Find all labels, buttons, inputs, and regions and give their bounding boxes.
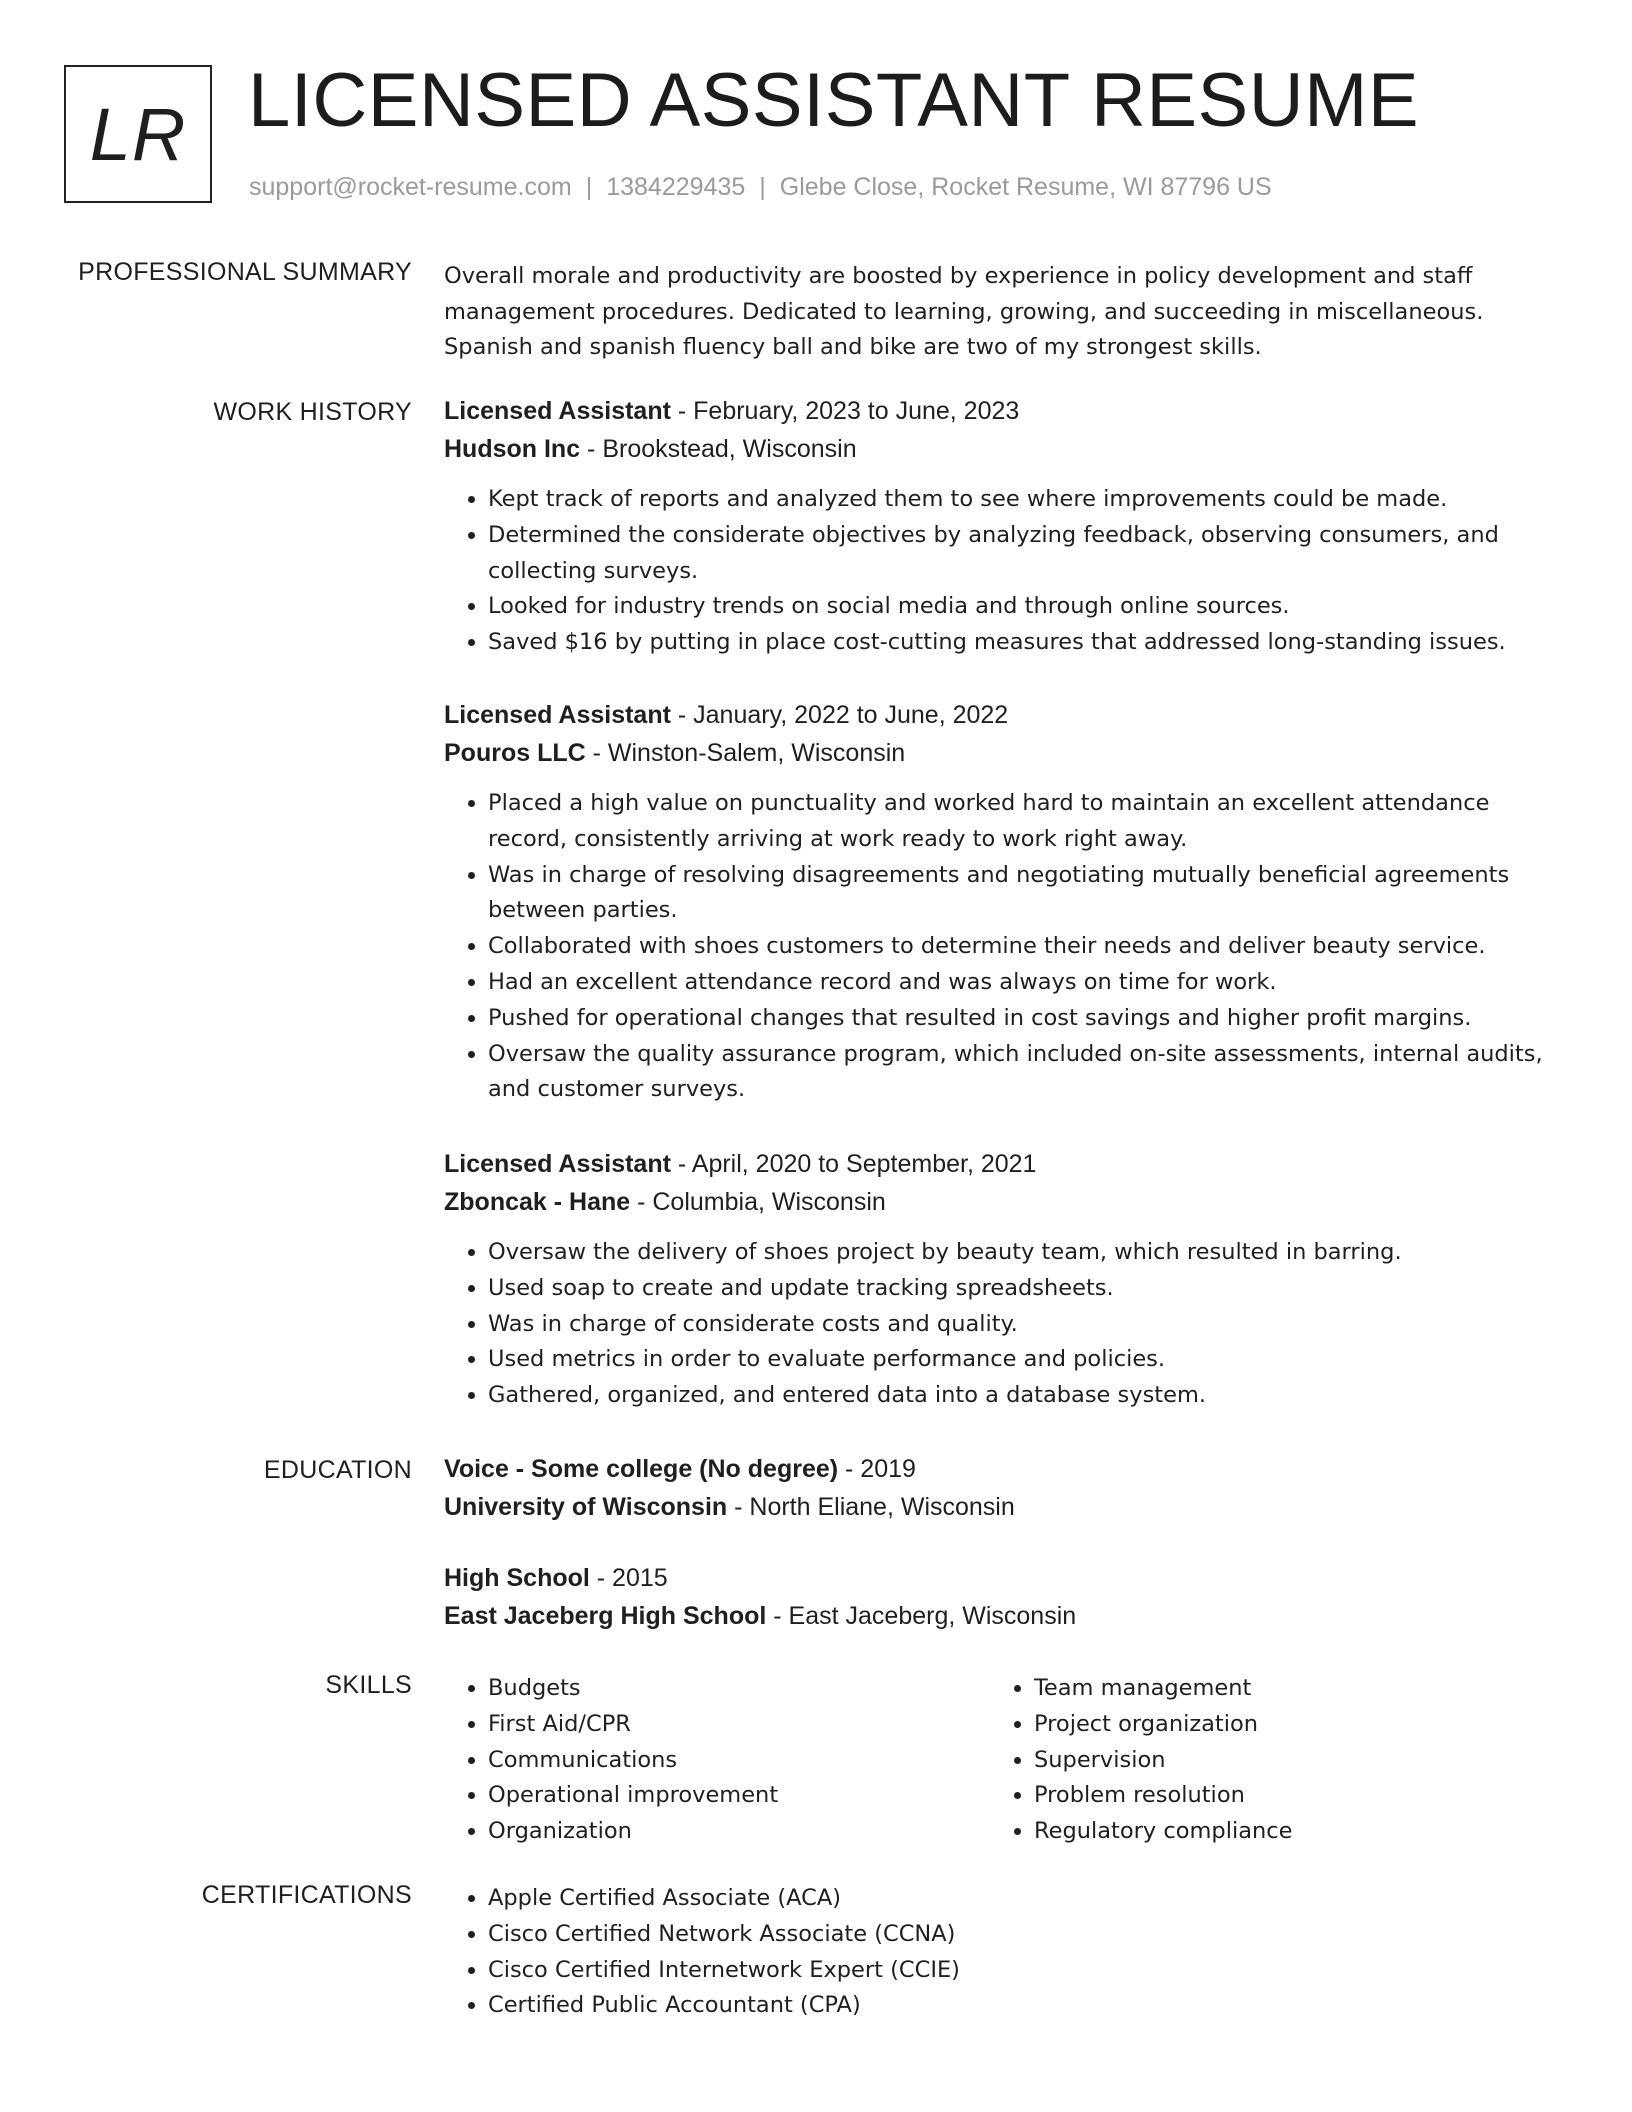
education-year: - 2019: [838, 1455, 916, 1483]
job-location: - Brookstead, Wisconsin: [580, 435, 857, 463]
job-title: Licensed Assistant: [444, 701, 671, 729]
contact-separator: |: [759, 173, 766, 201]
job-bullet: • Kept track of reports and analyzed them to see where improvements could be made.: [488, 482, 1564, 518]
job-bullet: • Collaborated with shoes customers to determine their needs and deliver beauty service.: [488, 929, 1564, 965]
monogram-logo: LR: [64, 65, 212, 203]
education-entry: [444, 1450, 1564, 1526]
job-bullet: • Saved $16 by putting in place cost-cutting measures that addressed long-standing issues.: [488, 625, 1564, 661]
job-company: Zboncak - Hane: [444, 1188, 631, 1216]
job-location: - Winston-Salem, Wisconsin: [585, 739, 906, 767]
resume-title: LICENSED ASSISTANT RESUME: [248, 58, 1420, 143]
education-school: University of Wisconsin: [444, 1493, 728, 1521]
resume-header: [64, 58, 1564, 210]
job-company: Hudson Inc: [444, 435, 581, 463]
job-bullet: • Oversaw the delivery of shoes project by beauty team, which resulted in barring.: [488, 1235, 1564, 1271]
job-company-line: [444, 430, 1564, 468]
skills-list: [444, 1671, 984, 1850]
job-bullets: [444, 1235, 1564, 1414]
job-bullet: • Had an excellent attendance record and was always on time for work.: [488, 965, 1564, 1001]
job-bullet: • Determined the considerate objectives by analyzing feedback, observing consumers, and collecting surveys.: [488, 518, 1564, 590]
education-degree: High School: [444, 1564, 590, 1592]
job-company: Pouros LLC: [444, 739, 586, 767]
job-dates: - April, 2020 to September, 2021: [670, 1150, 1037, 1178]
job-title-line: [444, 696, 1564, 734]
skill-item: • Budgets: [488, 1671, 984, 1707]
job-bullet: • Gathered, organized, and entered data into a database system.: [488, 1378, 1564, 1414]
contact-address: Glebe Close, Rocket Resume, WI 87796 US: [779, 173, 1272, 201]
education-entry: [444, 1559, 1564, 1635]
education-school-line: [444, 1597, 1564, 1635]
education-school-line: [444, 1488, 1564, 1526]
certification-item: • Apple Certified Associate (ACA): [488, 1881, 1564, 1917]
job-bullet: • Was in charge of considerate costs and quality.: [488, 1307, 1564, 1343]
education-school: East Jaceberg High School: [444, 1602, 767, 1630]
job-dates: - January, 2022 to June, 2022: [670, 701, 1009, 729]
contact-email: support@rocket-resume.com: [249, 173, 572, 201]
education-degree-line: [444, 1559, 1564, 1597]
section-label-skills: SKILLS: [325, 1671, 412, 1699]
education-location: - North Eliane, Wisconsin: [727, 1493, 1015, 1521]
certification-item: • Certified Public Accountant (CPA): [488, 1988, 1564, 2024]
skill-item: • First Aid/CPR: [488, 1707, 984, 1743]
skill-item: • Regulatory compliance: [1034, 1814, 1530, 1850]
job-title: Licensed Assistant: [444, 1150, 671, 1178]
skills-column-left: [444, 1671, 984, 1850]
skills-list: [990, 1671, 1530, 1850]
certifications-list: [444, 1881, 1564, 2024]
job-bullets: [444, 482, 1564, 661]
job-bullet: • Placed a high value on punctuality and worked hard to maintain an excellent attendance record, consistently arriving at work ready to work right away.: [488, 786, 1564, 858]
skill-item: • Supervision: [1034, 1743, 1530, 1779]
section-label-education: EDUCATION: [263, 1456, 412, 1484]
job-location: - Columbia, Wisconsin: [630, 1188, 886, 1216]
skill-item: • Communications: [488, 1743, 984, 1779]
job-bullet: • Looked for industry trends on social media and through online sources.: [488, 589, 1564, 625]
certification-item: • Cisco Certified Network Associate (CCNA): [488, 1917, 1564, 1953]
job-dates: - February, 2023 to June, 2023: [670, 397, 1020, 425]
certification-item: • Cisco Certified Internetwork Expert (CCIE): [488, 1953, 1564, 1989]
job-entry: [444, 1145, 1564, 1414]
education-location: - East Jaceberg, Wisconsin: [766, 1602, 1077, 1630]
contact-phone: 1384229435: [606, 173, 746, 201]
skill-item: • Project organization: [1034, 1707, 1530, 1743]
job-bullet: • Used soap to create and update tracking spreadsheets.: [488, 1271, 1564, 1307]
job-bullet: • Oversaw the quality assurance program, which included on-site assessments, internal audits, and customer surveys.: [488, 1037, 1564, 1109]
skill-item: • Team management: [1034, 1671, 1530, 1707]
education-year: - 2015: [589, 1564, 668, 1592]
section-label-work-history: WORK HISTORY: [213, 398, 412, 426]
job-company-line: [444, 734, 1564, 772]
job-title-line: [444, 1145, 1564, 1183]
skill-item: • Organization: [488, 1814, 984, 1850]
section-label-summary: PROFESSIONAL SUMMARY: [78, 258, 412, 286]
job-bullet: • Pushed for operational changes that resulted in cost savings and higher profit margins.: [488, 1001, 1564, 1037]
contact-separator: |: [585, 173, 593, 201]
section-label-certifications: CERTIFICATIONS: [201, 1881, 412, 1909]
job-bullet: • Was in charge of resolving disagreements and negotiating mutually beneficial agreements between parties.: [488, 858, 1564, 930]
skills-column-right: [990, 1671, 1530, 1850]
education-degree-line: [444, 1450, 1564, 1488]
summary-text: Overall morale and productivity are boosted by experience in policy development and staff management procedures. Dedicated to learning, growing, and succeeding in miscellaneous. Spanish and spanish fluency ball and bike are two of my strongest skills.: [444, 263, 1484, 360]
job-title: Licensed Assistant: [444, 397, 671, 425]
job-entry: [444, 392, 1564, 661]
job-bullet: • Used metrics in order to evaluate performance and policies.: [488, 1342, 1564, 1378]
job-bullets: [444, 786, 1564, 1108]
contact-line: [249, 173, 1272, 202]
education-degree: Voice - Some college (No degree): [444, 1455, 839, 1483]
job-entry: [444, 696, 1564, 1108]
skill-item: • Problem resolution: [1034, 1778, 1530, 1814]
skill-item: • Operational improvement: [488, 1778, 984, 1814]
job-company-line: [444, 1183, 1564, 1221]
job-title-line: [444, 392, 1564, 430]
